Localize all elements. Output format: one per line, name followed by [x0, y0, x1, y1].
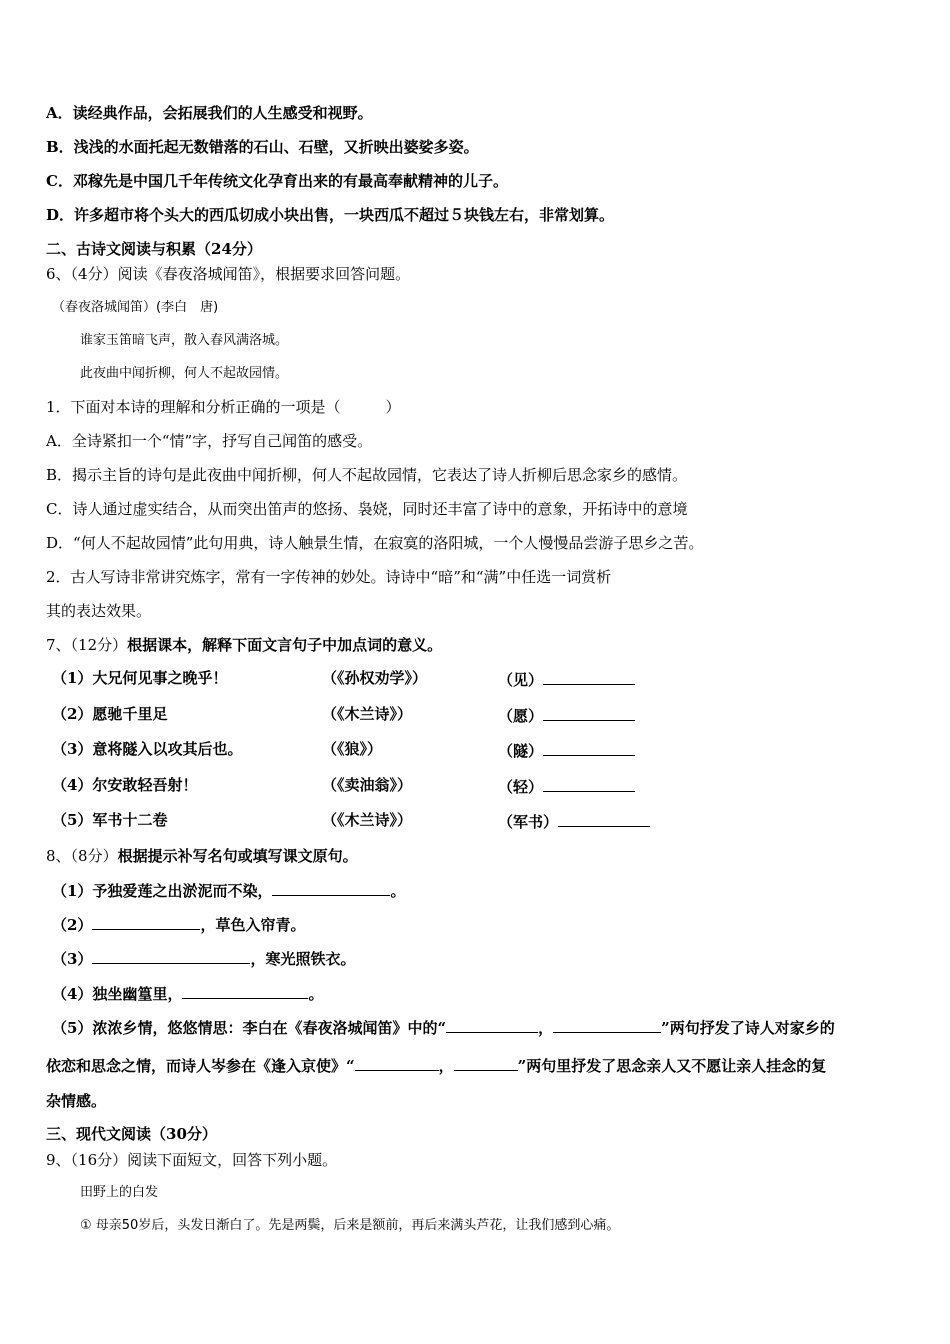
- question-8-number: 8、（8分）: [46, 847, 118, 865]
- q7-source-1: （《孙权劝学》）: [322, 669, 428, 687]
- section-2-heading: 二、古诗文阅读与积累（24分）: [46, 240, 262, 258]
- q8-5-text-f: ”两句里抒发了思念亲人又不愿让亲人挂念的复: [517, 1057, 827, 1075]
- q8-4-end: 。: [308, 985, 324, 1003]
- q8-3-text: （3）: [52, 950, 93, 968]
- poem-line-2: 此夜曲中闻折柳，何人不起故园情。: [80, 366, 289, 381]
- question-7-number: 7、（12分）: [46, 636, 128, 654]
- question-7-intro: [46, 635, 442, 655]
- question-6-option-b: B．揭示主旨的诗句是此夜曲中闻折柳，何人不起故园情，它表达了诗人折柳后思念家乡的感情。: [46, 466, 688, 484]
- answer-blank[interactable]: [446, 1016, 538, 1033]
- q8-1-end: 。: [390, 882, 406, 900]
- q8-5-text-d: 依恋和思念之情，而诗人岑参在《逢入京使》“: [46, 1057, 355, 1075]
- answer-blank[interactable]: [543, 739, 635, 756]
- option-d: D．许多超市将个头大的西瓜切成小块出售，一块西瓜不超过５块钱左右，非常划算。: [46, 206, 615, 224]
- question-7-text: 根据课本，解释下面文言句子中加点词的意义。: [127, 636, 443, 654]
- question-8-4: [52, 982, 323, 1004]
- answer-blank[interactable]: [543, 704, 635, 721]
- answer-blank[interactable]: [92, 947, 250, 964]
- q7-word-3: （隧）: [498, 742, 544, 760]
- q7-answer-1: [498, 668, 635, 690]
- question-8-5-line-1: [52, 1016, 835, 1038]
- q7-word-5: （军书）: [498, 813, 559, 831]
- q7-sentence-1: （1）大兄何见事之晚乎！: [52, 669, 228, 687]
- question-9-intro: 9、（16分）阅读下面短文，回答下列小题。: [46, 1151, 338, 1169]
- question-8-text: 根据提示补写名句或填写课文原句。: [117, 847, 358, 865]
- option-a: A．读经典作品，会拓展我们的人生感受和视野。: [46, 104, 373, 122]
- q7-word-4: （轻）: [498, 778, 544, 796]
- q8-1-text: （1）予独爱莲之出淤泥而不染，: [52, 882, 273, 900]
- q7-answer-3: [498, 739, 635, 761]
- question-8-5-line-2: [46, 1054, 826, 1076]
- question-8-5-line-3: 杂情感。: [46, 1092, 107, 1110]
- answer-blank[interactable]: [355, 1054, 439, 1071]
- question-6-option-d: D．“何人不起故园情”此句用典，诗人触景生情，在寂寞的洛阳城，一个人慢慢品尝游子思乡之苦。: [46, 534, 704, 552]
- q7-source-2: （《木兰诗》）: [322, 705, 413, 723]
- answer-blank[interactable]: [543, 668, 635, 685]
- answer-blank[interactable]: [558, 810, 650, 827]
- q7-sentence-2: （2）愿驰千里足: [52, 705, 168, 723]
- answer-blank[interactable]: [553, 1016, 661, 1033]
- q7-sentence-4: （4）尔安敢轻吾射！: [52, 776, 198, 794]
- question-8-3: [52, 947, 355, 969]
- q7-source-3: （《狼》）: [322, 740, 383, 758]
- q8-5-text-a: （5）浓浓乡情，悠悠情思：李白在《春夜洛城闻笛》中的“: [52, 1019, 447, 1037]
- q7-word-1: （见）: [498, 671, 544, 689]
- q8-5-comma-1: ，: [538, 1019, 554, 1037]
- q8-3-end: ，寒光照铁衣。: [250, 950, 356, 968]
- q7-answer-4: [498, 775, 635, 797]
- question-6-intro: 6、（4分）阅读《春夜洛城闻笛》，根据要求回答问题。: [46, 265, 411, 283]
- answer-blank[interactable]: [543, 775, 635, 792]
- q7-word-2: （愿）: [498, 707, 544, 725]
- option-b: B．浅浅的水面托起无数错落的石山、石壁，又折映出婆娑多姿。: [46, 138, 479, 156]
- option-c: C．邓稼先是中国几千年传统文化孕育出来的有最高奉献精神的儿子。: [46, 172, 508, 190]
- question-8-2: [52, 913, 305, 935]
- q7-sentence-5: （5）军书十二卷: [52, 811, 168, 829]
- answer-blank[interactable]: [92, 913, 200, 930]
- article-paragraph-1: ① 母亲50岁后，头发日渐白了。先是两鬓，后来是额前，再后来满头芦花，让我们感到心痛。: [80, 1218, 620, 1233]
- q8-5-comma-2: ，: [438, 1057, 454, 1075]
- poem-title: （春夜洛城闻笛）(李白 唐): [52, 300, 219, 315]
- q8-2-text: （2）: [52, 916, 93, 934]
- q8-4-text: （4）独坐幽篁里，: [52, 985, 183, 1003]
- answer-blank[interactable]: [454, 1054, 518, 1071]
- q7-answer-2: [498, 704, 635, 726]
- question-6-option-a: A．全诗紧扣一个“情”字，抒写自己闻笛的感受。: [46, 432, 373, 450]
- q7-source-4: （《卖油翁》）: [322, 776, 413, 794]
- question-6-1: 1．下面对本诗的理解和分析正确的一项是（ ）: [46, 398, 401, 416]
- q7-sentence-3: （3）意将隧入以攻其后也。: [52, 740, 243, 758]
- q7-source-5: （《木兰诗》）: [322, 811, 413, 829]
- question-6-2-line-2: 其的表达效果。: [46, 602, 152, 620]
- article-title: 田野上的白发: [80, 1185, 159, 1200]
- answer-blank[interactable]: [182, 982, 308, 999]
- q7-answer-5: [498, 810, 650, 832]
- answer-blank[interactable]: [272, 879, 390, 896]
- question-6-option-c: C．诗人通过虚实结合，从而突出笛声的悠扬、袅娆，同时还丰富了诗中的意象，开拓诗中的意境: [46, 500, 688, 518]
- q8-2-end: ，草色入帘青。: [200, 916, 306, 934]
- section-3-heading: 三、现代文阅读（30分）: [46, 1125, 217, 1143]
- q8-5-text-c: ”两句抒发了诗人对家乡的: [661, 1019, 835, 1037]
- question-8-intro: [46, 846, 358, 866]
- question-6-2-line-1: 2．古人写诗非常讲究炼字，常有一字传神的妙处。诗诗中“暗”和“满”中任选一词赏析: [46, 568, 612, 586]
- question-8-1: [52, 879, 405, 901]
- poem-line-1: 谁家玉笛暗飞声，散入春风满洛城。: [80, 333, 289, 348]
